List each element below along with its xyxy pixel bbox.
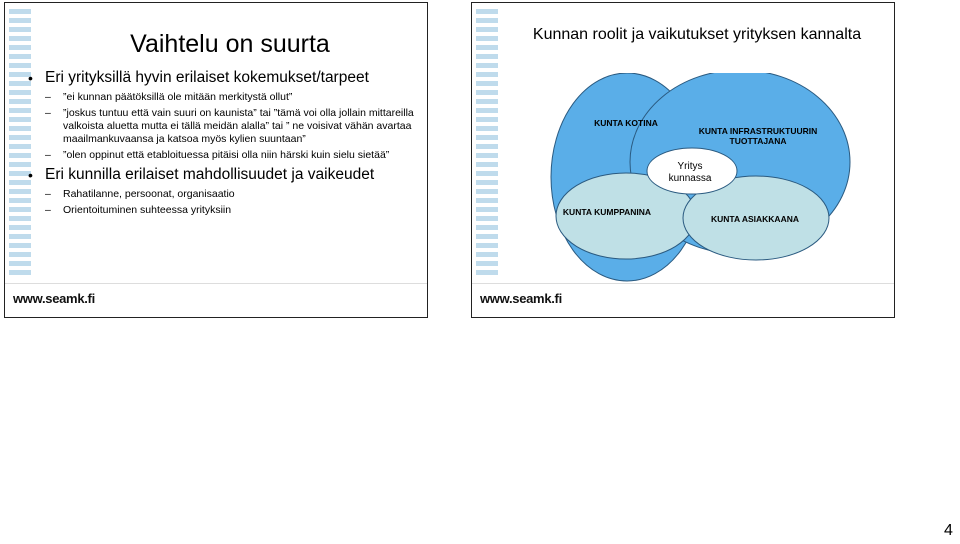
footer-divider <box>5 283 428 284</box>
decorative-stripes <box>476 9 498 279</box>
dash-icon: – <box>45 188 51 200</box>
sub-bullet-item <box>25 204 420 217</box>
label-kumppanina: KUNTA KUMPPANINA <box>562 207 652 217</box>
seamk-logo: www.seamk.fi <box>13 291 95 306</box>
slide-content <box>25 69 420 220</box>
bullet-item <box>25 166 420 184</box>
sub-bullet-text: Orientoituminen suhteessa yrityksiin <box>63 204 232 216</box>
label-yritys-line2: kunnassa <box>668 173 712 184</box>
label-yritys-line1: Yritys <box>677 161 703 172</box>
sub-bullet-item <box>25 188 420 201</box>
sub-bullet-text: ”ei kunnan päätöksillä ole mitään merkitystä ollut” <box>63 91 293 103</box>
footer-divider <box>472 283 895 284</box>
roles-diagram <box>532 73 872 283</box>
bullet-text: Eri yrityksillä hyvin erilaiset kokemukset/tarpeet <box>45 69 369 86</box>
sub-bullet-item <box>25 91 420 104</box>
sub-bullet-text: ”joskus tuntuu että vain suuri on kaunista” tai ”tämä voi olla jollain mittareilla valkoista aluetta mutta ei tällä meidän alalla” tai ” ne voisivat vähän avartaa maailmankuvaansa ja katsoa myös kylien suuntaan” <box>63 107 414 145</box>
dash-icon: – <box>45 91 51 103</box>
bullet-icon: • <box>28 167 33 183</box>
dash-icon: – <box>45 204 51 216</box>
sub-bullet-text: ”olen oppinut että etabloituessa pitäisi olla niin härski kuin sielu sietää” <box>63 149 390 161</box>
bullet-text: Eri kunnilla erilaiset mahdollisuudet ja vaikeudet <box>45 166 375 183</box>
slide-2 <box>471 2 895 318</box>
bullet-item <box>25 69 420 87</box>
sub-bullet-item <box>25 149 420 162</box>
bullet-icon: • <box>28 70 33 86</box>
dash-icon: – <box>45 149 51 161</box>
slide-1 <box>4 2 428 318</box>
sub-bullet-text: Rahatilanne, persoonat, organisaatio <box>63 188 235 200</box>
slide-title: Vaihtelu on suurta <box>130 30 330 58</box>
label-infra-line1: KUNTA INFRASTRUKTUURIN <box>698 126 818 136</box>
label-kotina: KUNTA KOTINA <box>594 118 658 128</box>
slide-title: Kunnan roolit ja vaikutukset yrityksen kannalta <box>532 26 862 43</box>
dash-icon: – <box>45 107 51 119</box>
page-number: 4 <box>944 522 953 539</box>
label-infra-line2: TUOTTAJANA <box>729 136 787 146</box>
sub-bullet-item <box>25 107 420 146</box>
label-asiakkaana: KUNTA ASIAKKAANA <box>711 214 799 224</box>
seamk-logo: www.seamk.fi <box>480 291 562 306</box>
